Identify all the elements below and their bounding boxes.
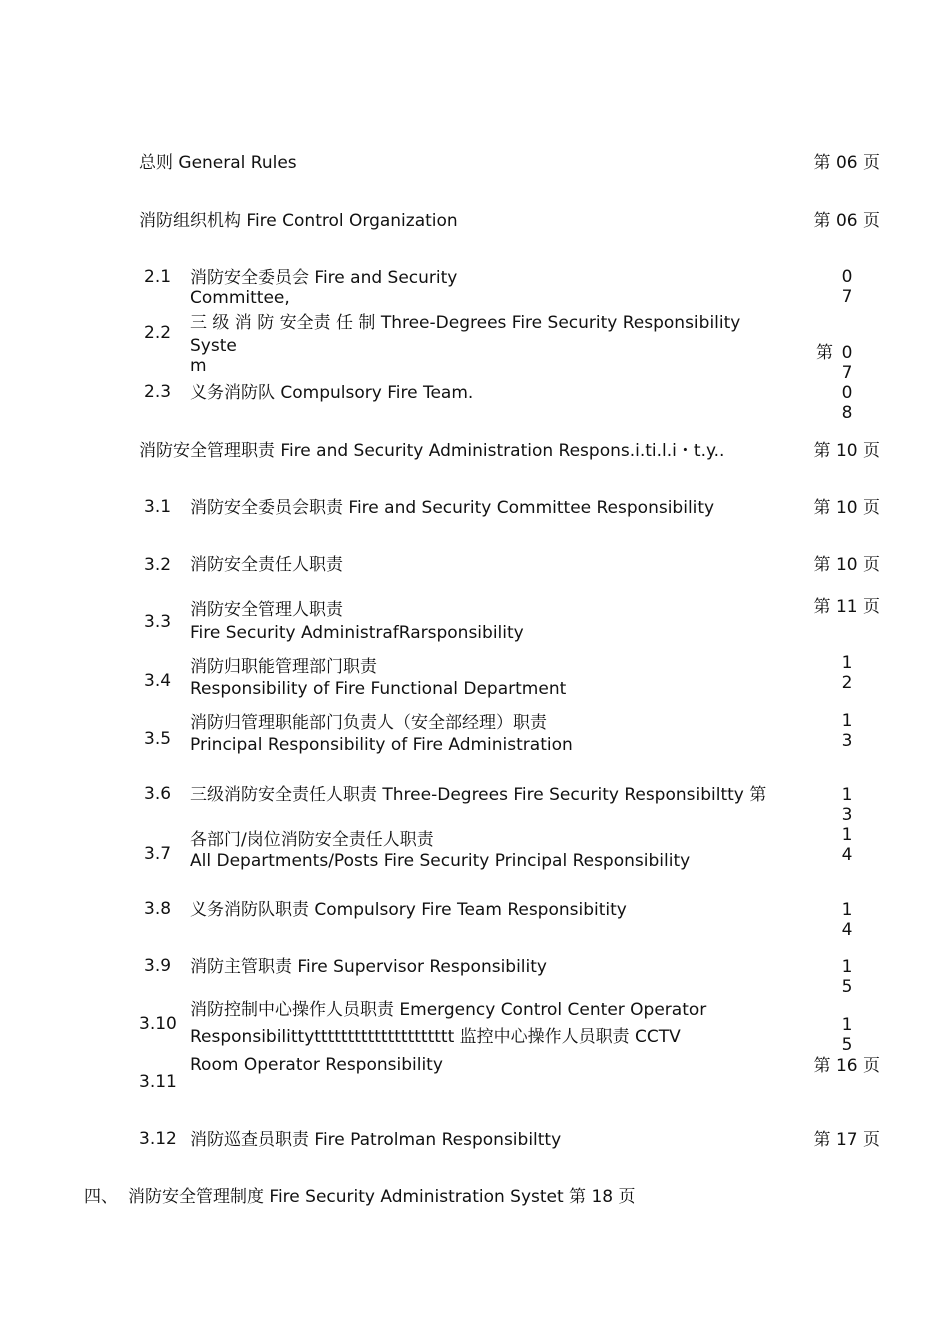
toc-page-number: 第 10 页	[813, 498, 880, 518]
toc-entry-title-cont: Responsibilittyttttttttttttttttttttt 监控中心操作人员职责 CCTV	[190, 1027, 681, 1047]
toc-page-number: 第 06 页	[813, 153, 880, 173]
toc-entry-fire-control-organization: 消防组织机构 Fire Control Organization	[139, 211, 458, 231]
toc-entry-title: 消防安全委员会职责 Fire and Security Committee Responsibility	[190, 498, 715, 518]
toc-entry-title-cont: m	[190, 356, 207, 376]
toc-entry-title: 消防控制中心操作人员职责 Emergency Control Center Operator	[190, 1000, 707, 1020]
toc-section-number: 3.4	[144, 671, 172, 691]
toc-entry-title-cont: Responsibility of Fire Functional Department	[190, 679, 567, 699]
toc-entry-title: 消防归职能管理部门职责	[190, 657, 377, 677]
toc-section-number: 3.8	[144, 899, 172, 919]
toc-section-number: 3.11	[139, 1072, 177, 1092]
toc-entry-title-cont: Committee,	[190, 288, 290, 308]
toc-section-number: 3.2	[144, 555, 172, 575]
toc-entry-title: 三级消防安全责任人职责 Three-Degrees Fire Security Responsibiltty 第	[190, 785, 767, 805]
toc-entry-title: 消防主管职责 Fire Supervisor Responsibility	[190, 957, 547, 977]
toc-page-prefix: 第	[816, 343, 833, 363]
toc-entry-title: 三 级 消 防 安全责 任 制 Three-Degrees Fire Security Responsibility	[190, 313, 741, 333]
toc-page-number: 第 17 页	[813, 1130, 880, 1150]
toc-entry-title: 消防巡查员职责 Fire Patrolman Responsibiltty	[190, 1130, 562, 1150]
toc-entry-fire-security-system: 消防安全管理制度 Fire Security Administration Systet 第 18 页	[128, 1187, 636, 1207]
toc-page-number: 1 5	[841, 1015, 853, 1055]
toc-entry-title-cont: Syste	[190, 336, 237, 356]
toc-entry-title-cont: All Departments/Posts Fire Security Principal Responsibility	[190, 851, 691, 871]
toc-section-number: 3.3	[144, 612, 172, 632]
toc-section-number: 3.1	[144, 497, 172, 517]
toc-page-number: 1 3 1 4	[841, 785, 853, 865]
toc-entry-general-rules: 总则 General Rules	[139, 153, 297, 173]
toc-chapter-number: 四、	[84, 1187, 118, 1207]
toc-section-number: 3.9	[144, 956, 172, 976]
toc-page-number: 1 3	[841, 711, 853, 751]
toc-page-number: 第 11 页	[813, 597, 880, 617]
toc-entry-title: 消防安全管理人职责	[190, 600, 343, 620]
toc-section-number: 3.12	[139, 1129, 177, 1149]
toc-section-number: 2.2	[144, 323, 172, 343]
toc-page-number: 第 06 页	[813, 211, 880, 231]
toc-entry-title: 义务消防队 Compulsory Fire Team.	[190, 383, 474, 403]
toc-entry-title-cont: Room Operator Responsibility	[190, 1055, 443, 1075]
toc-section-number: 3.10	[139, 1014, 177, 1034]
toc-page-number: 第 16 页	[813, 1056, 880, 1076]
toc-section-number: 3.6	[144, 784, 172, 804]
toc-entry-title-cont: Fire Security AdministrafRarsponsibility	[190, 623, 524, 643]
toc-page-number: 第 10 页	[813, 555, 880, 575]
toc-entry-title: 消防安全委员会 Fire and Security	[190, 268, 458, 288]
toc-page-number: 第 10 页	[813, 441, 880, 461]
toc-entry-fire-security-admin: 消防安全管理职责 Fire and Security Administration Respons.i.ti.l.i・t.y..	[139, 441, 725, 461]
toc-entry-title: 消防归管理职能部门负责人（安全部经理）职责	[190, 713, 547, 733]
toc-entry-title: 义务消防队职责 Compulsory Fire Team Responsibitity	[190, 900, 627, 920]
toc-section-number: 2.1	[144, 267, 172, 287]
toc-page-number: 1 4	[841, 900, 853, 940]
toc-section-number: 3.5	[144, 729, 172, 749]
toc-page-number: 0 7 0 8	[841, 343, 853, 423]
toc-section-number: 3.7	[144, 844, 172, 864]
toc-entry-title-cont: Principal Responsibility of Fire Administration	[190, 735, 573, 755]
toc-entry-title: 消防安全责任人职责	[190, 555, 343, 575]
toc-page-number: 1 2	[841, 653, 853, 693]
toc-entry-title: 各部门/岗位消防安全责任人职责	[190, 830, 434, 850]
toc-page-number: 1 5	[841, 957, 853, 997]
toc-section-number: 2.3	[144, 382, 172, 402]
toc-page-number: 0 7	[841, 267, 853, 307]
